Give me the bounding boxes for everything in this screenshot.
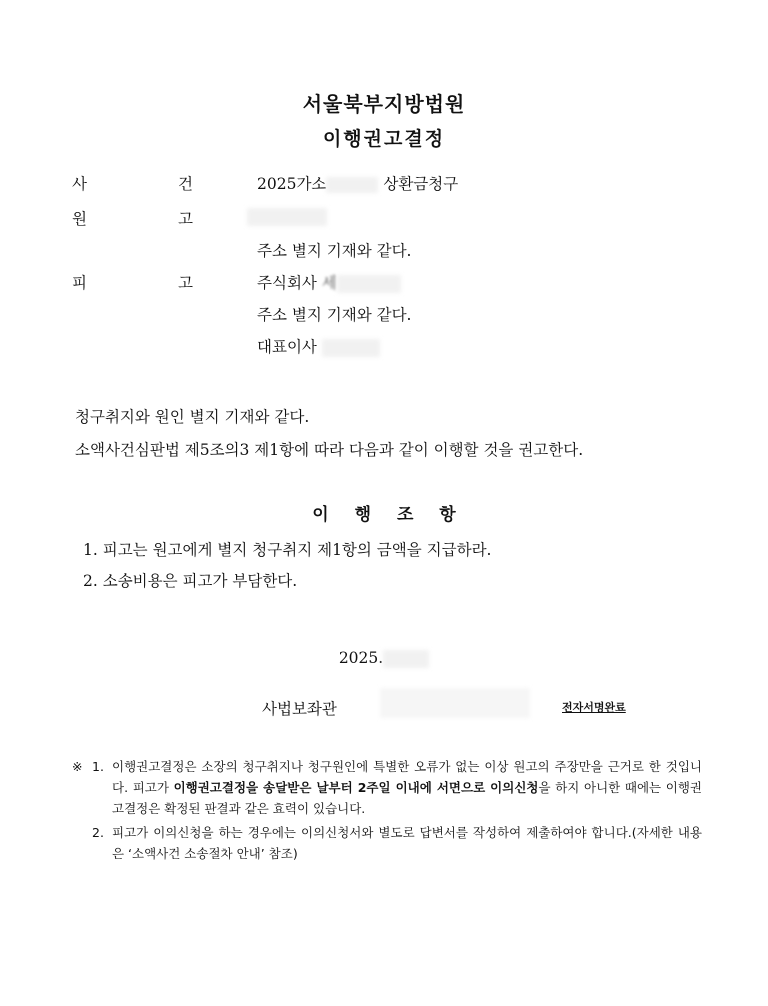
redacted-company-name xyxy=(337,275,401,293)
notice-item-1: ※ 1. 이행권고결정은 소장의 청구취지나 청구원인에 특별한 오류가 없는 이상 원고의 주장만을 근거로 한 것입니다. 피고가 이행권고결정을 송달받은 날부터 2주일 이내에 서면으로 이의신청을 하지 아니한 때에는 이행권고결정은 확정된 판결과 같은 효력이 있습니다. xyxy=(72,756,702,819)
electronic-signature-stamp: 전자서명완료 xyxy=(562,701,626,714)
defendant-representative xyxy=(257,335,380,357)
redacted-clerk-name xyxy=(380,688,530,718)
case-label-a: 사 xyxy=(72,175,87,193)
plaintiff-label-a: 원 xyxy=(72,210,87,228)
defendant-label-b: 고 xyxy=(178,274,193,292)
defendant-company-partial: 세 xyxy=(321,274,337,292)
reference-mark: ※ xyxy=(72,759,83,774)
case-label-b: 건 xyxy=(178,175,193,193)
case-name: 상환금청구 xyxy=(383,175,459,193)
redacted-date xyxy=(383,650,429,668)
terms-title: 이 행 조 항 xyxy=(312,505,466,525)
notice-section xyxy=(72,756,702,864)
defendant-label-a: 피 xyxy=(72,274,87,292)
representative-label: 대표이사 xyxy=(257,338,317,356)
decision-date: 2025. xyxy=(0,649,768,668)
defendant-company xyxy=(257,271,401,293)
court-name: 서울북부지방법원 xyxy=(302,92,466,116)
case-number xyxy=(257,172,458,194)
plaintiff-address: 주소 별지 기재와 같다. xyxy=(257,242,412,260)
defendant-address: 주소 별지 기재와 같다. xyxy=(257,306,412,324)
notice-item-2: 2. 피고가 이의신청을 하는 경우에는 이의신청서와 별도로 답변서를 작성하여 제출하여야 합니다.(자세한 내용은 ‘소액사건 소송절차 안내’ 참조) xyxy=(92,825,702,861)
redacted-plaintiff-name xyxy=(247,206,327,226)
plaintiff-label-b: 고 xyxy=(178,210,193,228)
redacted-case-number xyxy=(326,177,378,193)
claim-statement: 청구취지와 원인 별지 기재와 같다. xyxy=(75,408,310,426)
case-number-prefix: 2025가소 xyxy=(257,175,327,193)
clerk-title: 사법보좌관 xyxy=(262,700,337,718)
objection-deadline-emphasis: 이행권고결정을 송달받은 날부터 2주일 이내에 서면으로 이의신청 xyxy=(173,780,539,795)
defendant-company-prefix: 주식회사 xyxy=(257,274,317,292)
term-item-1: 1. 피고는 원고에게 별지 청구취지 제1항의 금액을 지급하라. xyxy=(83,541,492,559)
term-item-2: 2. 소송비용은 피고가 부담한다. xyxy=(83,572,298,590)
redacted-representative-name xyxy=(322,339,380,357)
document-title: 이행권고결정 xyxy=(322,128,446,150)
legal-basis-statement: 소액사건심판법 제5조의3 제1항에 따라 다음과 같이 이행할 것을 권고한다. xyxy=(75,441,584,459)
